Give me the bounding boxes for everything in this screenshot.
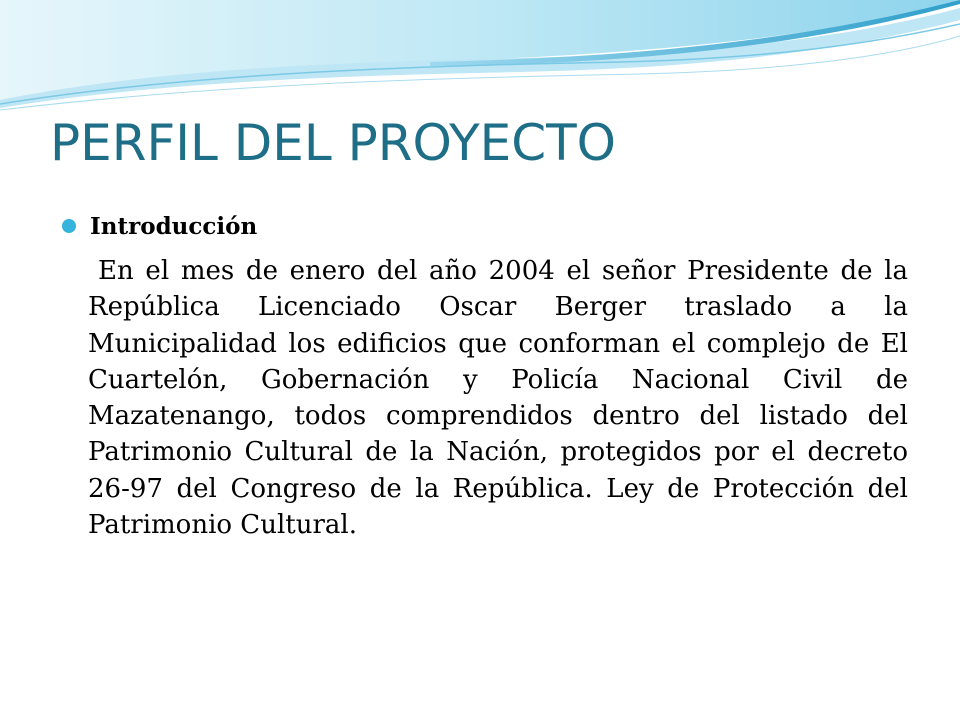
bullet-dot-icon xyxy=(62,219,76,233)
bullet-heading: Introducción xyxy=(90,212,258,240)
wave-header-decoration xyxy=(0,0,960,120)
bullet-item xyxy=(62,210,257,242)
body-paragraph: En el mes de enero del año 2004 el señor Presidente de la República Licenciado Oscar Berger traslado a la Municipalidad los edificios que conforman el complejo de El Cuartelón, Gobernación y Policía Nacional Civil de Mazatenango, todos comprendidos dentro del listado del Patrimonio Cultural de la Nación, protegidos por el decreto 26-97 del Congreso de la República. Ley de Protección del Patrimonio Cultural. xyxy=(88,256,908,541)
slide-title: PERFIL DEL PROYECTO xyxy=(50,114,617,172)
